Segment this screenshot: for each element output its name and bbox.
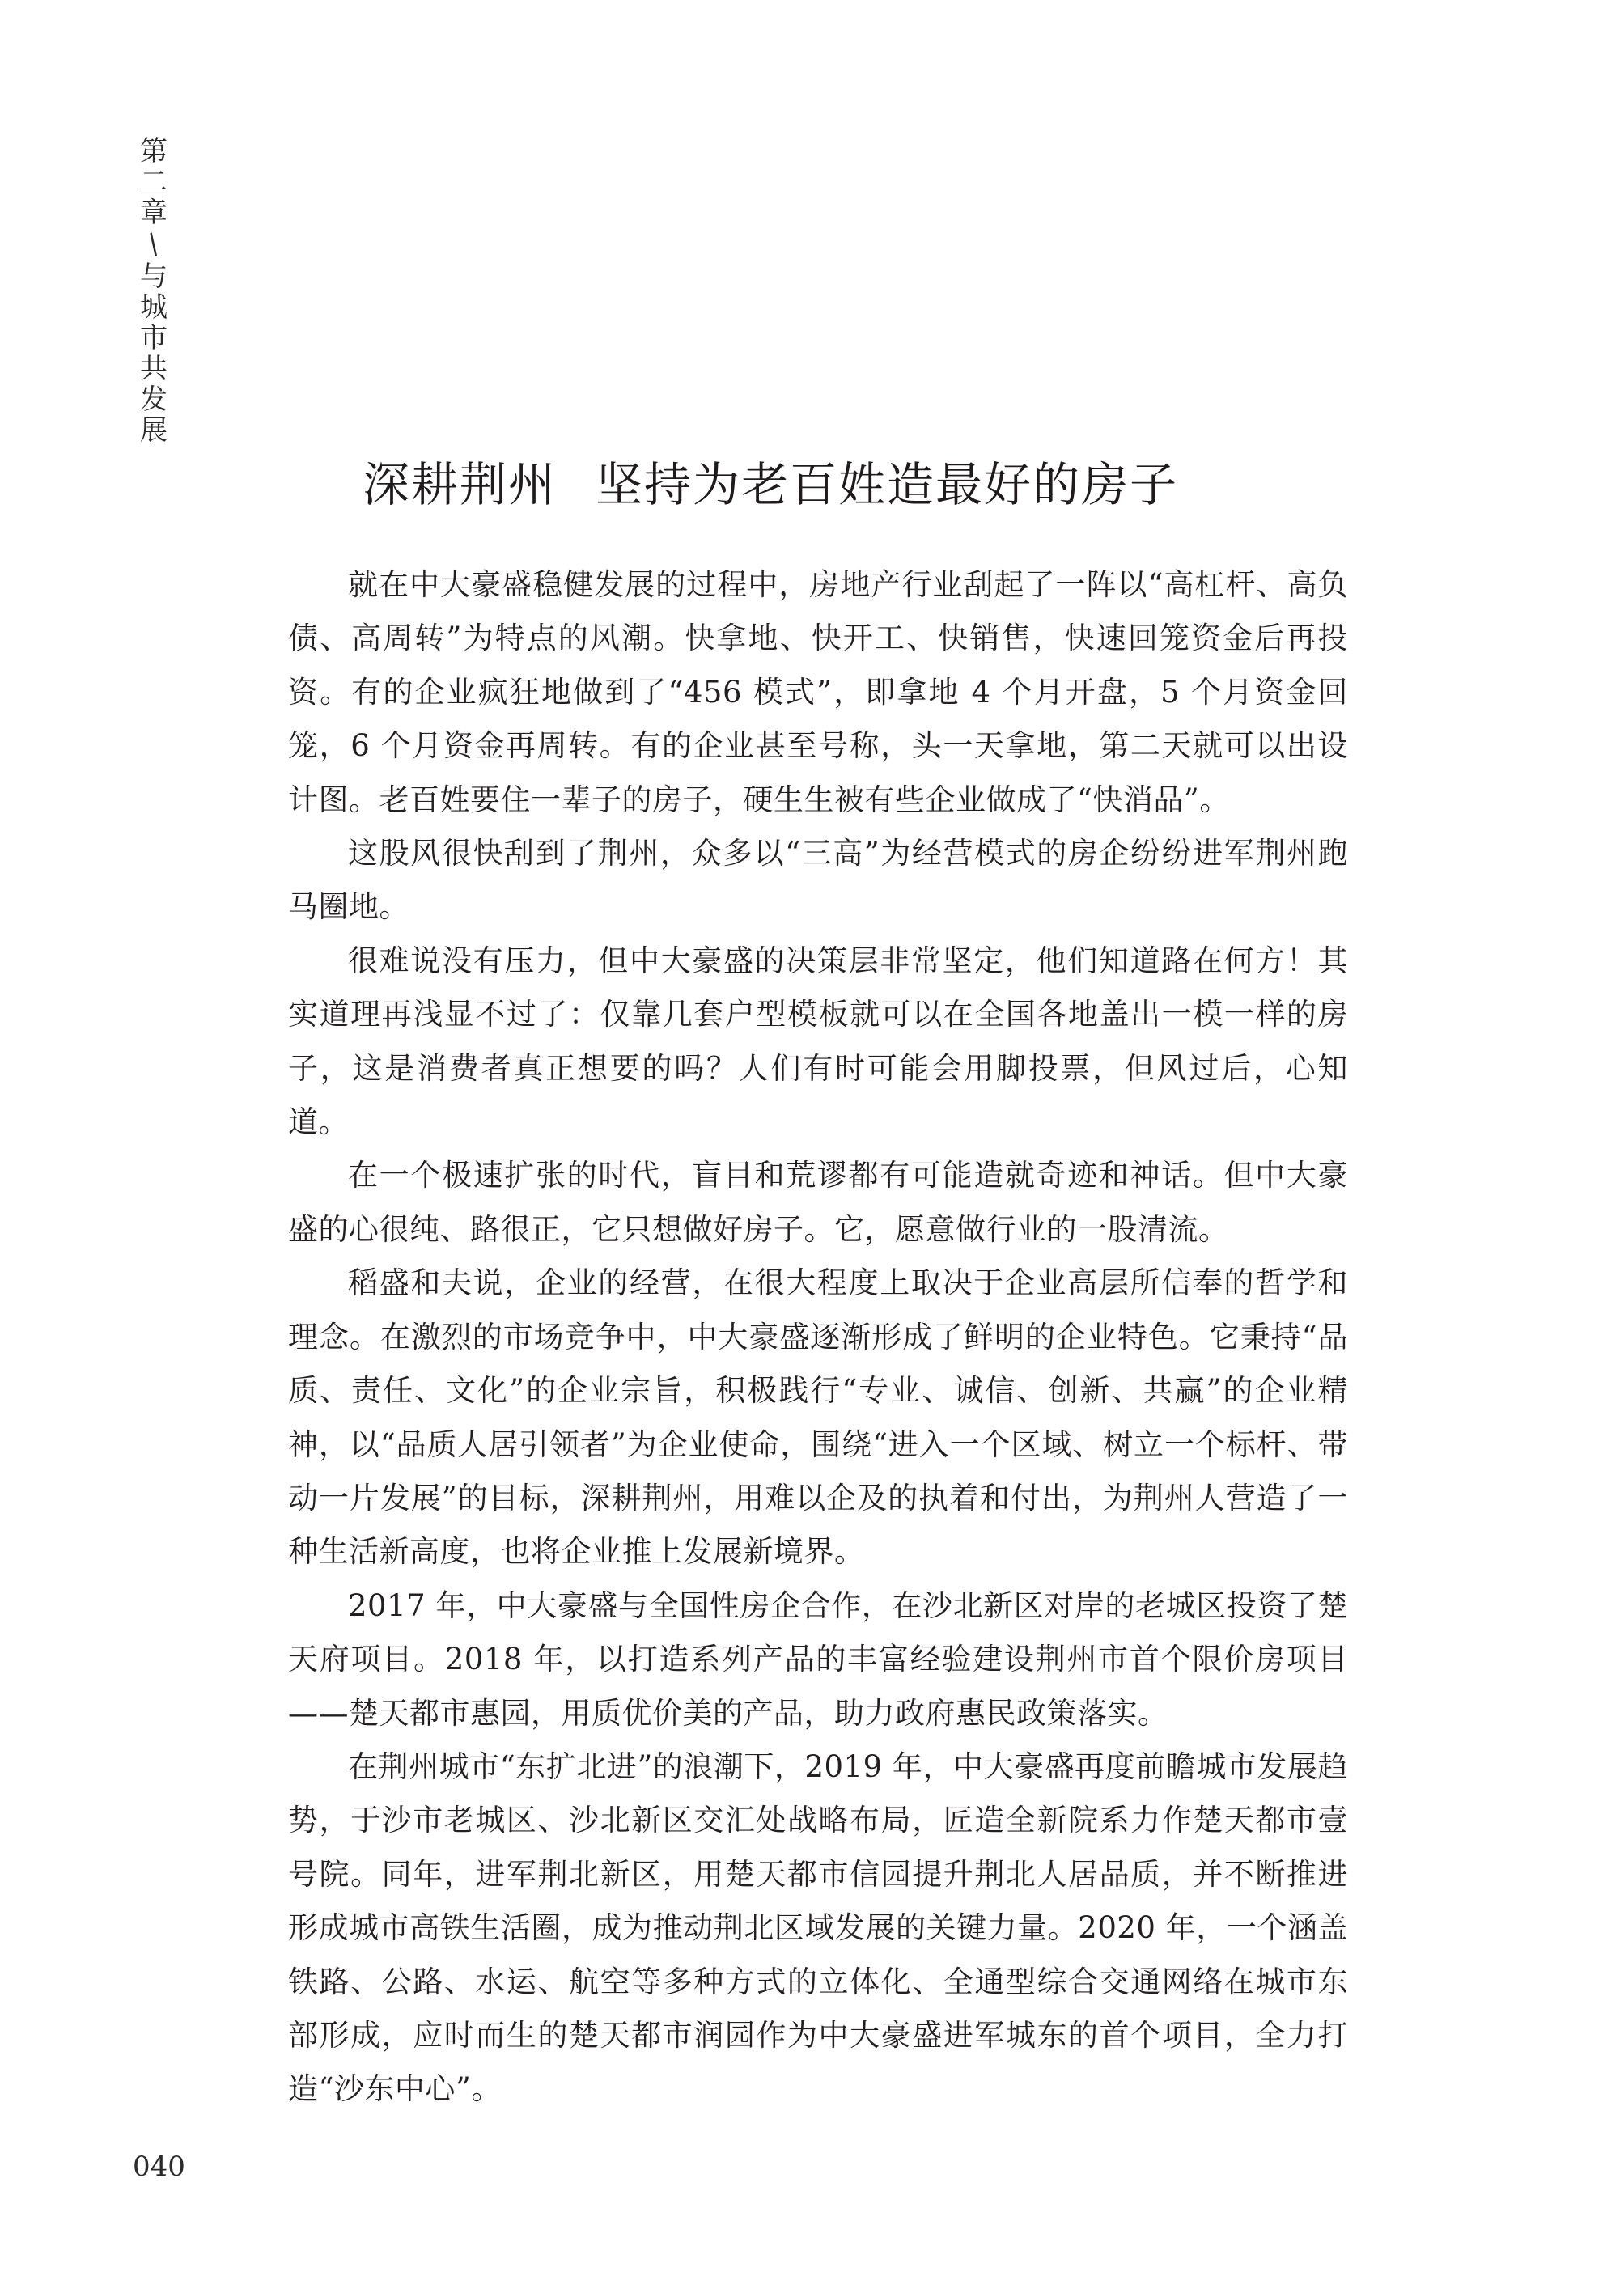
body-paragraph: 这股风很快刮到了荆州，众多以“三高”为经营模式的房企纷纷进军荆州跑马圈地。 bbox=[288, 836, 1348, 925]
running-head-char: 与 bbox=[140, 261, 167, 294]
running-head bbox=[136, 136, 172, 447]
running-head-char: 发 bbox=[140, 384, 167, 417]
running-head-separator: / bbox=[141, 228, 166, 261]
body-paragraph: 在荆州城市“东扩北进”的浪潮下，2019 年，中大豪盛再度前瞻城市发展趋势，于沙市老城区、沙北新区交汇处战略布局，匠造全新院系力作楚天都市壹号院。同年，进军荆北新区，用楚天都市信园提升荆北人居品质，并不断推进形成城市高铁生活圈，成为推动荆北区域发展的关键力量。2020 年，一个涵盖铁路、公路、水运、航空等多种方式的立体化、全通型综合交通网络在城市东部形成，应时而生的楚天都市润园作为中大豪盛进军城东的首个项目，全力打造“沙东中心”。 bbox=[288, 1748, 1348, 2107]
body-paragraph: 在一个极速扩张的时代，盲目和荒谬都有可能造就奇迹和神话。但中大豪盛的心很纯、路很正，它只想做好房子。它，愿意做行业的一股清流。 bbox=[288, 1158, 1348, 1247]
page-number: 040 bbox=[133, 2151, 185, 2183]
running-head-char: 章 bbox=[140, 197, 167, 230]
body-paragraph: 就在中大豪盛稳健发展的过程中，房地产行业刮起了一阵以“高杠杆、高负债、高周转”为特点的风潮。快拿地、快开工、快销售，快速回笼资金后再投资。有的企业疯狂地做到了“456 模式”，即拿地 4 个月开盘，5 个月资金回笼，6 个月资金再周转。有的企业甚至号称，头一天拿地，第二天就可以出设计图。老百姓要住一辈子的房子，硬生生被有些企业做成了“快消品”。 bbox=[288, 567, 1348, 817]
article-title-part2: 坚持为老百姓造最好的房子 bbox=[596, 457, 1179, 512]
running-head-chapter bbox=[140, 136, 167, 228]
article-body bbox=[288, 558, 1348, 2117]
running-head-char: 城 bbox=[140, 291, 167, 324]
running-head-section bbox=[140, 261, 167, 446]
article-title bbox=[363, 447, 1414, 515]
running-head-char: 展 bbox=[140, 414, 167, 447]
running-head-char: 共 bbox=[140, 353, 167, 386]
running-head-char: 市 bbox=[140, 322, 167, 355]
running-head-char: 二 bbox=[140, 166, 167, 199]
body-paragraph: 很难说没有压力，但中大豪盛的决策层非常坚定，他们知道路在何方！其实道理再浅显不过了：仅靠几套户型模板就可以在全国各地盖出一模一样的房子，这是消费者真正想要的吗？人们有时可能会用脚投票，但风过后，心知道。 bbox=[288, 943, 1348, 1140]
running-head-char: 第 bbox=[140, 135, 167, 167]
body-paragraph: 2017 年，中大豪盛与全国性房企合作，在沙北新区对岸的老城区投资了楚天府项目。2018 年，以打造系列产品的丰富经验建设荆州市首个限价房项目——楚天都市惠园，用质优价美的产品，助力政府惠民政策落实。 bbox=[288, 1587, 1348, 1731]
article-title-part1: 深耕荆州 bbox=[363, 457, 558, 512]
body-paragraph: 稻盛和夫说，企业的经营，在很大程度上取决于企业高层所信奉的哲学和理念。在激烈的市场竞争中，中大豪盛逐渐形成了鲜明的企业特色。它秉持“品质、责任、文化”的企业宗旨，积极践行“专业、诚信、创新、共赢”的企业精神，以“品质人居引领者”为企业使命，围绕“进入一个区域、树立一个标杆、带动一片发展”的目标，深耕荆州，用难以企及的执着和付出，为荆州人营造了一种生活新高度，也将企业推上发展新境界。 bbox=[288, 1265, 1348, 1570]
